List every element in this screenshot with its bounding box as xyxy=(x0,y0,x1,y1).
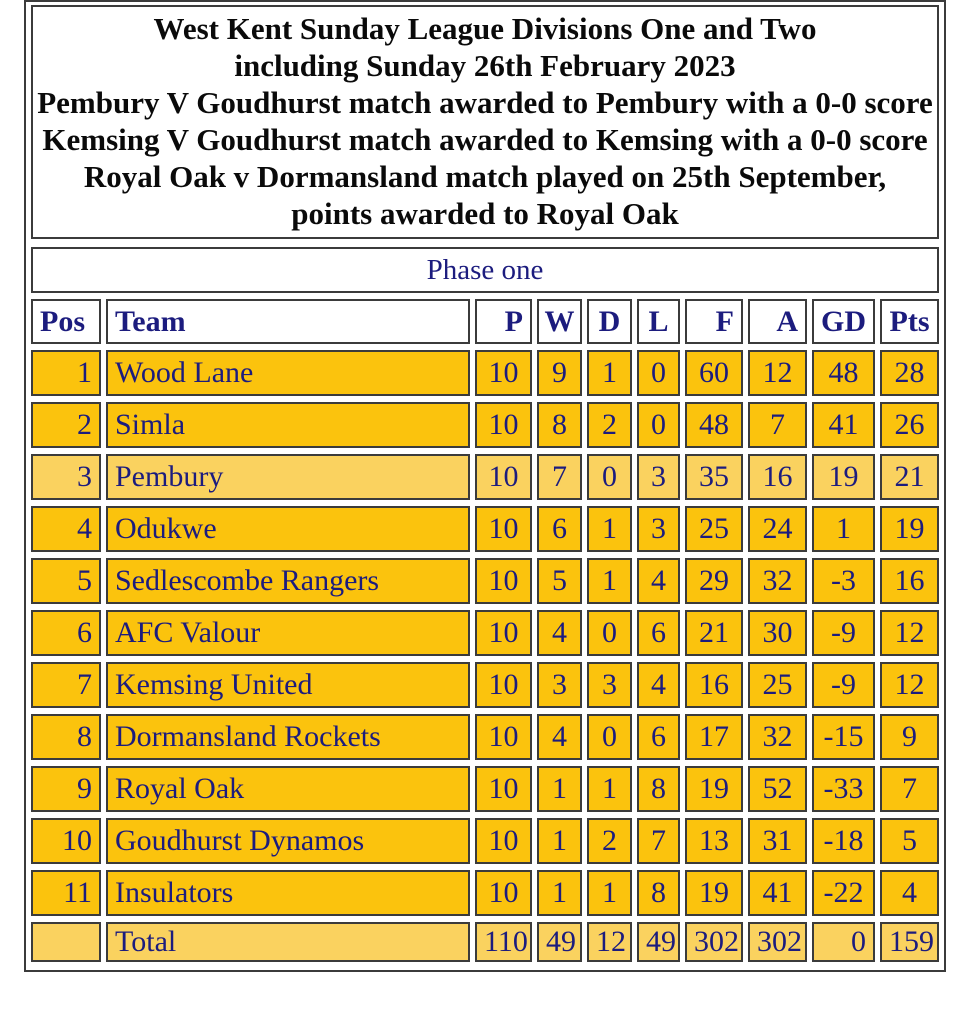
w-cell: 1 xyxy=(537,870,582,916)
title-line-6: points awarded to Royal Oak xyxy=(291,196,679,231)
total-w-cell: 49 xyxy=(537,922,582,962)
pts-cell: 5 xyxy=(880,818,939,864)
f-cell: 48 xyxy=(685,402,743,448)
a-cell: 25 xyxy=(748,662,807,708)
pos-cell: 9 xyxy=(31,766,101,812)
total-p-cell: 110 xyxy=(475,922,532,962)
gd-cell: 41 xyxy=(812,402,875,448)
col-header-gd: GD xyxy=(812,299,875,344)
col-header-team: Team xyxy=(106,299,470,344)
team-cell: Kemsing United xyxy=(106,662,470,708)
a-cell: 16 xyxy=(748,454,807,500)
gd-cell: -18 xyxy=(812,818,875,864)
f-cell: 13 xyxy=(685,818,743,864)
pts-cell: 4 xyxy=(880,870,939,916)
p-cell: 10 xyxy=(475,350,532,396)
w-cell: 7 xyxy=(537,454,582,500)
pos-cell: 3 xyxy=(31,454,101,500)
gd-cell: -22 xyxy=(812,870,875,916)
total-row xyxy=(31,922,939,962)
header-notes xyxy=(31,5,939,239)
gd-cell: -9 xyxy=(812,610,875,656)
p-cell: 10 xyxy=(475,454,532,500)
w-cell: 9 xyxy=(537,350,582,396)
d-cell: 1 xyxy=(587,558,632,604)
f-cell: 25 xyxy=(685,506,743,552)
column-header-row xyxy=(31,299,939,344)
title-line-3: Pembury V Goudhurst match awarded to Pembury with a 0-0 score xyxy=(37,85,933,120)
f-cell: 29 xyxy=(685,558,743,604)
title-line-1: West Kent Sunday League Divisions One and Two xyxy=(153,11,817,46)
p-cell: 10 xyxy=(475,714,532,760)
l-cell: 8 xyxy=(637,766,680,812)
col-header-l: L xyxy=(637,299,680,344)
l-cell: 3 xyxy=(637,454,680,500)
f-cell: 35 xyxy=(685,454,743,500)
total-f-cell: 302 xyxy=(685,922,743,962)
d-cell: 1 xyxy=(587,870,632,916)
a-cell: 24 xyxy=(748,506,807,552)
a-cell: 32 xyxy=(748,714,807,760)
team-row-11 xyxy=(31,870,939,916)
p-cell: 10 xyxy=(475,766,532,812)
a-cell: 30 xyxy=(748,610,807,656)
pos-cell: 10 xyxy=(31,818,101,864)
col-header-a: A xyxy=(748,299,807,344)
l-cell: 4 xyxy=(637,558,680,604)
w-cell: 1 xyxy=(537,766,582,812)
team-cell: Simla xyxy=(106,402,470,448)
team-row-8 xyxy=(31,714,939,760)
pos-cell: 7 xyxy=(31,662,101,708)
l-cell: 0 xyxy=(637,402,680,448)
team-cell: Odukwe xyxy=(106,506,470,552)
a-cell: 41 xyxy=(748,870,807,916)
total-pts-cell: 159 xyxy=(880,922,939,962)
p-cell: 10 xyxy=(475,402,532,448)
p-cell: 10 xyxy=(475,662,532,708)
team-row-10 xyxy=(31,818,939,864)
d-cell: 1 xyxy=(587,350,632,396)
gd-cell: -15 xyxy=(812,714,875,760)
pts-cell: 9 xyxy=(880,714,939,760)
team-cell: Goudhurst Dynamos xyxy=(106,818,470,864)
pos-cell: 5 xyxy=(31,558,101,604)
team-cell: AFC Valour xyxy=(106,610,470,656)
f-cell: 17 xyxy=(685,714,743,760)
league-table xyxy=(26,293,944,968)
gd-cell: 1 xyxy=(812,506,875,552)
pts-cell: 21 xyxy=(880,454,939,500)
p-cell: 10 xyxy=(475,870,532,916)
pts-cell: 12 xyxy=(880,662,939,708)
team-cell: Dormansland Rockets xyxy=(106,714,470,760)
w-cell: 5 xyxy=(537,558,582,604)
p-cell: 10 xyxy=(475,818,532,864)
pos-cell: 8 xyxy=(31,714,101,760)
pts-cell: 28 xyxy=(880,350,939,396)
pos-cell: 1 xyxy=(31,350,101,396)
d-cell: 1 xyxy=(587,506,632,552)
total-gd-cell: 0 xyxy=(812,922,875,962)
l-cell: 8 xyxy=(637,870,680,916)
d-cell: 0 xyxy=(587,714,632,760)
w-cell: 1 xyxy=(537,818,582,864)
pts-cell: 16 xyxy=(880,558,939,604)
total-team-cell: Total xyxy=(106,922,470,962)
team-row-5 xyxy=(31,558,939,604)
d-cell: 1 xyxy=(587,766,632,812)
l-cell: 6 xyxy=(637,610,680,656)
team-cell: Royal Oak xyxy=(106,766,470,812)
p-cell: 10 xyxy=(475,558,532,604)
gd-cell: 48 xyxy=(812,350,875,396)
a-cell: 32 xyxy=(748,558,807,604)
total-l-cell: 49 xyxy=(637,922,680,962)
l-cell: 7 xyxy=(637,818,680,864)
pos-cell: 2 xyxy=(31,402,101,448)
f-cell: 60 xyxy=(685,350,743,396)
d-cell: 0 xyxy=(587,610,632,656)
a-cell: 7 xyxy=(748,402,807,448)
league-table-frame xyxy=(24,0,946,972)
l-cell: 4 xyxy=(637,662,680,708)
d-cell: 2 xyxy=(587,818,632,864)
a-cell: 52 xyxy=(748,766,807,812)
team-cell: Wood Lane xyxy=(106,350,470,396)
total-d-cell: 12 xyxy=(587,922,632,962)
col-header-pos: Pos xyxy=(31,299,101,344)
a-cell: 12 xyxy=(748,350,807,396)
pos-cell: 11 xyxy=(31,870,101,916)
w-cell: 4 xyxy=(537,714,582,760)
pts-cell: 7 xyxy=(880,766,939,812)
total-pos-cell xyxy=(31,922,101,962)
gd-cell: 19 xyxy=(812,454,875,500)
l-cell: 0 xyxy=(637,350,680,396)
l-cell: 3 xyxy=(637,506,680,552)
team-row-3 xyxy=(31,454,939,500)
total-a-cell: 302 xyxy=(748,922,807,962)
d-cell: 2 xyxy=(587,402,632,448)
p-cell: 10 xyxy=(475,610,532,656)
f-cell: 19 xyxy=(685,870,743,916)
w-cell: 4 xyxy=(537,610,582,656)
w-cell: 8 xyxy=(537,402,582,448)
f-cell: 16 xyxy=(685,662,743,708)
col-header-p: P xyxy=(475,299,532,344)
pos-cell: 6 xyxy=(31,610,101,656)
l-cell: 6 xyxy=(637,714,680,760)
col-header-w: W xyxy=(537,299,582,344)
team-row-7 xyxy=(31,662,939,708)
pos-cell: 4 xyxy=(31,506,101,552)
w-cell: 6 xyxy=(537,506,582,552)
title-line-2: including Sunday 26th February 2023 xyxy=(234,48,736,83)
gd-cell: -33 xyxy=(812,766,875,812)
title-line-5: Royal Oak v Dormansland match played on 25th September, xyxy=(83,159,887,194)
gd-cell: -3 xyxy=(812,558,875,604)
team-row-4 xyxy=(31,506,939,552)
f-cell: 19 xyxy=(685,766,743,812)
gd-cell: -9 xyxy=(812,662,875,708)
d-cell: 0 xyxy=(587,454,632,500)
team-row-6 xyxy=(31,610,939,656)
team-cell: Sedlescombe Rangers xyxy=(106,558,470,604)
title-line-4: Kemsing V Goudhurst match awarded to Kemsing with a 0-0 score xyxy=(42,122,928,157)
p-cell: 10 xyxy=(475,506,532,552)
w-cell: 3 xyxy=(537,662,582,708)
a-cell: 31 xyxy=(748,818,807,864)
team-row-1 xyxy=(31,350,939,396)
f-cell: 21 xyxy=(685,610,743,656)
team-cell: Pembury xyxy=(106,454,470,500)
d-cell: 3 xyxy=(587,662,632,708)
col-header-f: F xyxy=(685,299,743,344)
col-header-d: D xyxy=(587,299,632,344)
phase-label: Phase one xyxy=(31,247,939,293)
pts-cell: 12 xyxy=(880,610,939,656)
team-row-2 xyxy=(31,402,939,448)
team-row-9 xyxy=(31,766,939,812)
col-header-pts: Pts xyxy=(880,299,939,344)
team-cell: Insulators xyxy=(106,870,470,916)
pts-cell: 19 xyxy=(880,506,939,552)
pts-cell: 26 xyxy=(880,402,939,448)
